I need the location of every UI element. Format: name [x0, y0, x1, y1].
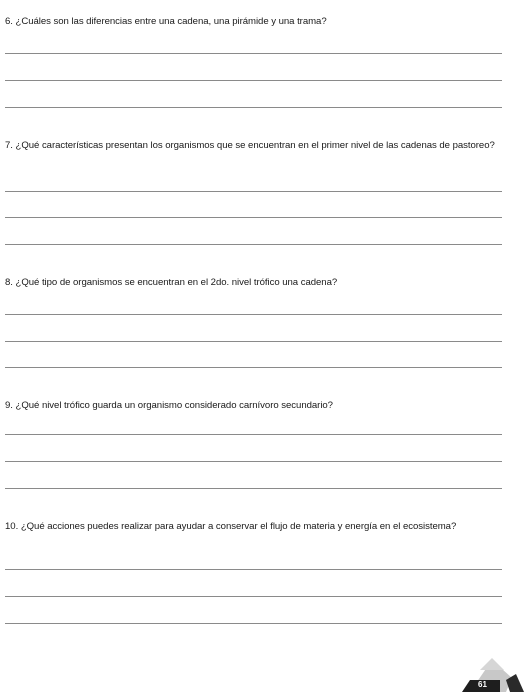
page-number: 61: [478, 680, 487, 689]
question-number: 6.: [5, 16, 13, 27]
answer-line[interactable]: [5, 53, 502, 54]
question-10: [5, 521, 510, 532]
question-text: ¿Qué nivel trófico guarda un organismo considerado carnívoro secundario?: [15, 400, 333, 411]
footer-decoration: [0, 650, 524, 692]
answer-line[interactable]: [5, 107, 502, 108]
footer-accent-shape: [480, 658, 504, 670]
answer-line[interactable]: [5, 434, 502, 435]
question-number: 8.: [5, 277, 13, 288]
answer-line[interactable]: [5, 80, 502, 81]
question-text: ¿Cuáles son las diferencias entre una cadena, una pirámide y una trama?: [15, 16, 327, 27]
question-number: 9.: [5, 400, 13, 411]
question-text: ¿Qué acciones puedes realizar para ayudar a conservar el flujo de materia y energía en el ecosistema?: [20, 521, 457, 532]
answer-line[interactable]: [5, 367, 502, 368]
question-7: [5, 140, 510, 151]
answer-line[interactable]: [5, 569, 502, 570]
question-text: ¿Qué tipo de organismos se encuentran en el 2do. nivel trófico una cadena?: [15, 277, 338, 288]
answer-line[interactable]: [5, 623, 502, 624]
answer-line[interactable]: [5, 488, 502, 489]
answer-line[interactable]: [5, 341, 502, 342]
answer-line[interactable]: [5, 461, 502, 462]
question-number: 10.: [5, 521, 19, 532]
answer-line[interactable]: [5, 314, 502, 315]
answer-line[interactable]: [5, 244, 502, 245]
question-text: ¿Qué características presentan los organismos que se encuentran en el primer nivel de las cadenas de pastoreo?: [15, 140, 495, 151]
answer-line[interactable]: [5, 217, 502, 218]
question-6: [5, 16, 510, 27]
answer-line[interactable]: [5, 596, 502, 597]
question-9: [5, 400, 510, 411]
question-number: 7.: [5, 140, 13, 151]
answer-line[interactable]: [5, 191, 502, 192]
question-8: [5, 277, 510, 288]
